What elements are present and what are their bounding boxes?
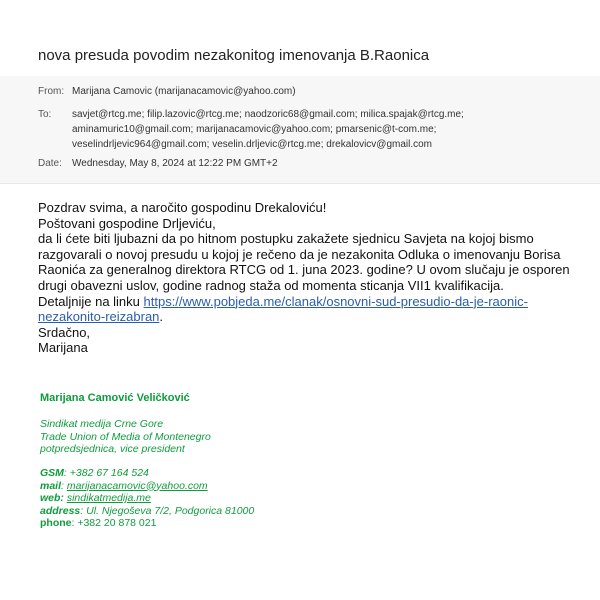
body-greeting: Pozdrav svima, a naročito gospodinu Drekaloviću! xyxy=(38,200,327,215)
body-link-line xyxy=(38,294,573,310)
phone-value: : +382 20 878 021 xyxy=(71,517,157,529)
signature-role: potpredsjednica, vice president xyxy=(40,443,185,455)
date-label: Date: xyxy=(38,158,62,169)
web-label: web: xyxy=(40,492,64,504)
to-recipients-line[interactable]: savjet@rtcg.me; filip.lazovic@rtcg.me; naodzoric68@gmail.com; milica.spajak@rtcg.me; xyxy=(72,109,464,120)
signature-name: Marijana Camović Veličković xyxy=(40,392,190,404)
article-link-continued[interactable]: nezakonito-reizabran xyxy=(38,309,160,325)
gsm-label: GSM xyxy=(40,467,64,479)
email-subject: nova presuda povodim nezakonitog imenovanja B.Raonica xyxy=(38,47,430,64)
article-link[interactable]: https://www.pobjeda.me/clanak/osnovni-sud-presudio-da-je-raonic- xyxy=(143,293,528,309)
body-paragraph-line: Raonića za generalnog direktora RTCG od 1. juna 2023. godine? U ovom slučaju je osporen xyxy=(38,262,570,278)
phone-label: phone xyxy=(40,517,72,529)
mail-link[interactable]: marijanacamovic@yahoo.com xyxy=(66,479,208,492)
gsm-value: : +382 67 164 524 xyxy=(63,467,149,479)
address-label: address xyxy=(40,504,81,517)
to-label: To: xyxy=(38,109,52,120)
address-value: : Ul. Njegoševa 7/2, Podgorica 81000 xyxy=(80,504,255,517)
signature-phone xyxy=(40,517,254,530)
signature-web xyxy=(40,492,254,505)
signature-mail: mail: marijanacamovic@yahoo.com xyxy=(40,479,208,492)
link-suffix: . xyxy=(159,309,164,325)
signature-organization xyxy=(40,418,211,456)
to-recipients[interactable] xyxy=(72,107,572,152)
signature-org-line: Sindikat medija Crne Gore xyxy=(40,418,164,430)
from-label: From: xyxy=(38,86,65,97)
link-prefix: Detaljnije na linku xyxy=(38,293,144,309)
web-link[interactable]: sindikatmedija.me xyxy=(66,492,151,504)
mail-label: mail xyxy=(40,479,62,492)
body-sender-name: Marijana xyxy=(38,340,88,356)
body-salutation: Poštovani gospodine Drljeviću, xyxy=(38,215,216,231)
signature-org-line: Trade Union of Media of Montenegro xyxy=(40,430,211,443)
body-paragraph-line: drugi obavezni uslov, godine radnog staža od momenta sticanja VII1 kvalifikacija. xyxy=(38,277,504,293)
email-body xyxy=(38,200,573,356)
signature-address xyxy=(40,505,254,518)
body-paragraph-line: da li ćete biti ljubazni da po hitnom postupku zakažete sjednicu Savjeta na kojoj bismo xyxy=(38,231,534,247)
body-link-line xyxy=(38,309,573,325)
signature-gsm xyxy=(40,467,254,480)
body-paragraph-line: razgovarali o novoj presudu u kojoj je rečeno da je nezakonita Odluka o imenovanju Borisa xyxy=(38,246,561,262)
date-value: Wednesday, May 8, 2024 at 12:22 PM GMT+2 xyxy=(72,158,278,169)
email-header xyxy=(0,76,600,184)
body-closing: Srdačno, xyxy=(38,324,91,340)
signature-contact xyxy=(40,467,254,530)
to-recipients-line[interactable]: aminamuric10@gmail.com; marijanacamovic@yahoo.com; pmarsenic@t-com.me; xyxy=(72,124,437,135)
from-value[interactable]: Marijana Camovic (marijanacamovic@yahoo.com) xyxy=(72,86,296,97)
to-recipients-line[interactable]: veselindrljevic964@gmail.com; veselin.drljevic@rtcg.me; drekalovicv@gmail.com xyxy=(72,139,433,150)
